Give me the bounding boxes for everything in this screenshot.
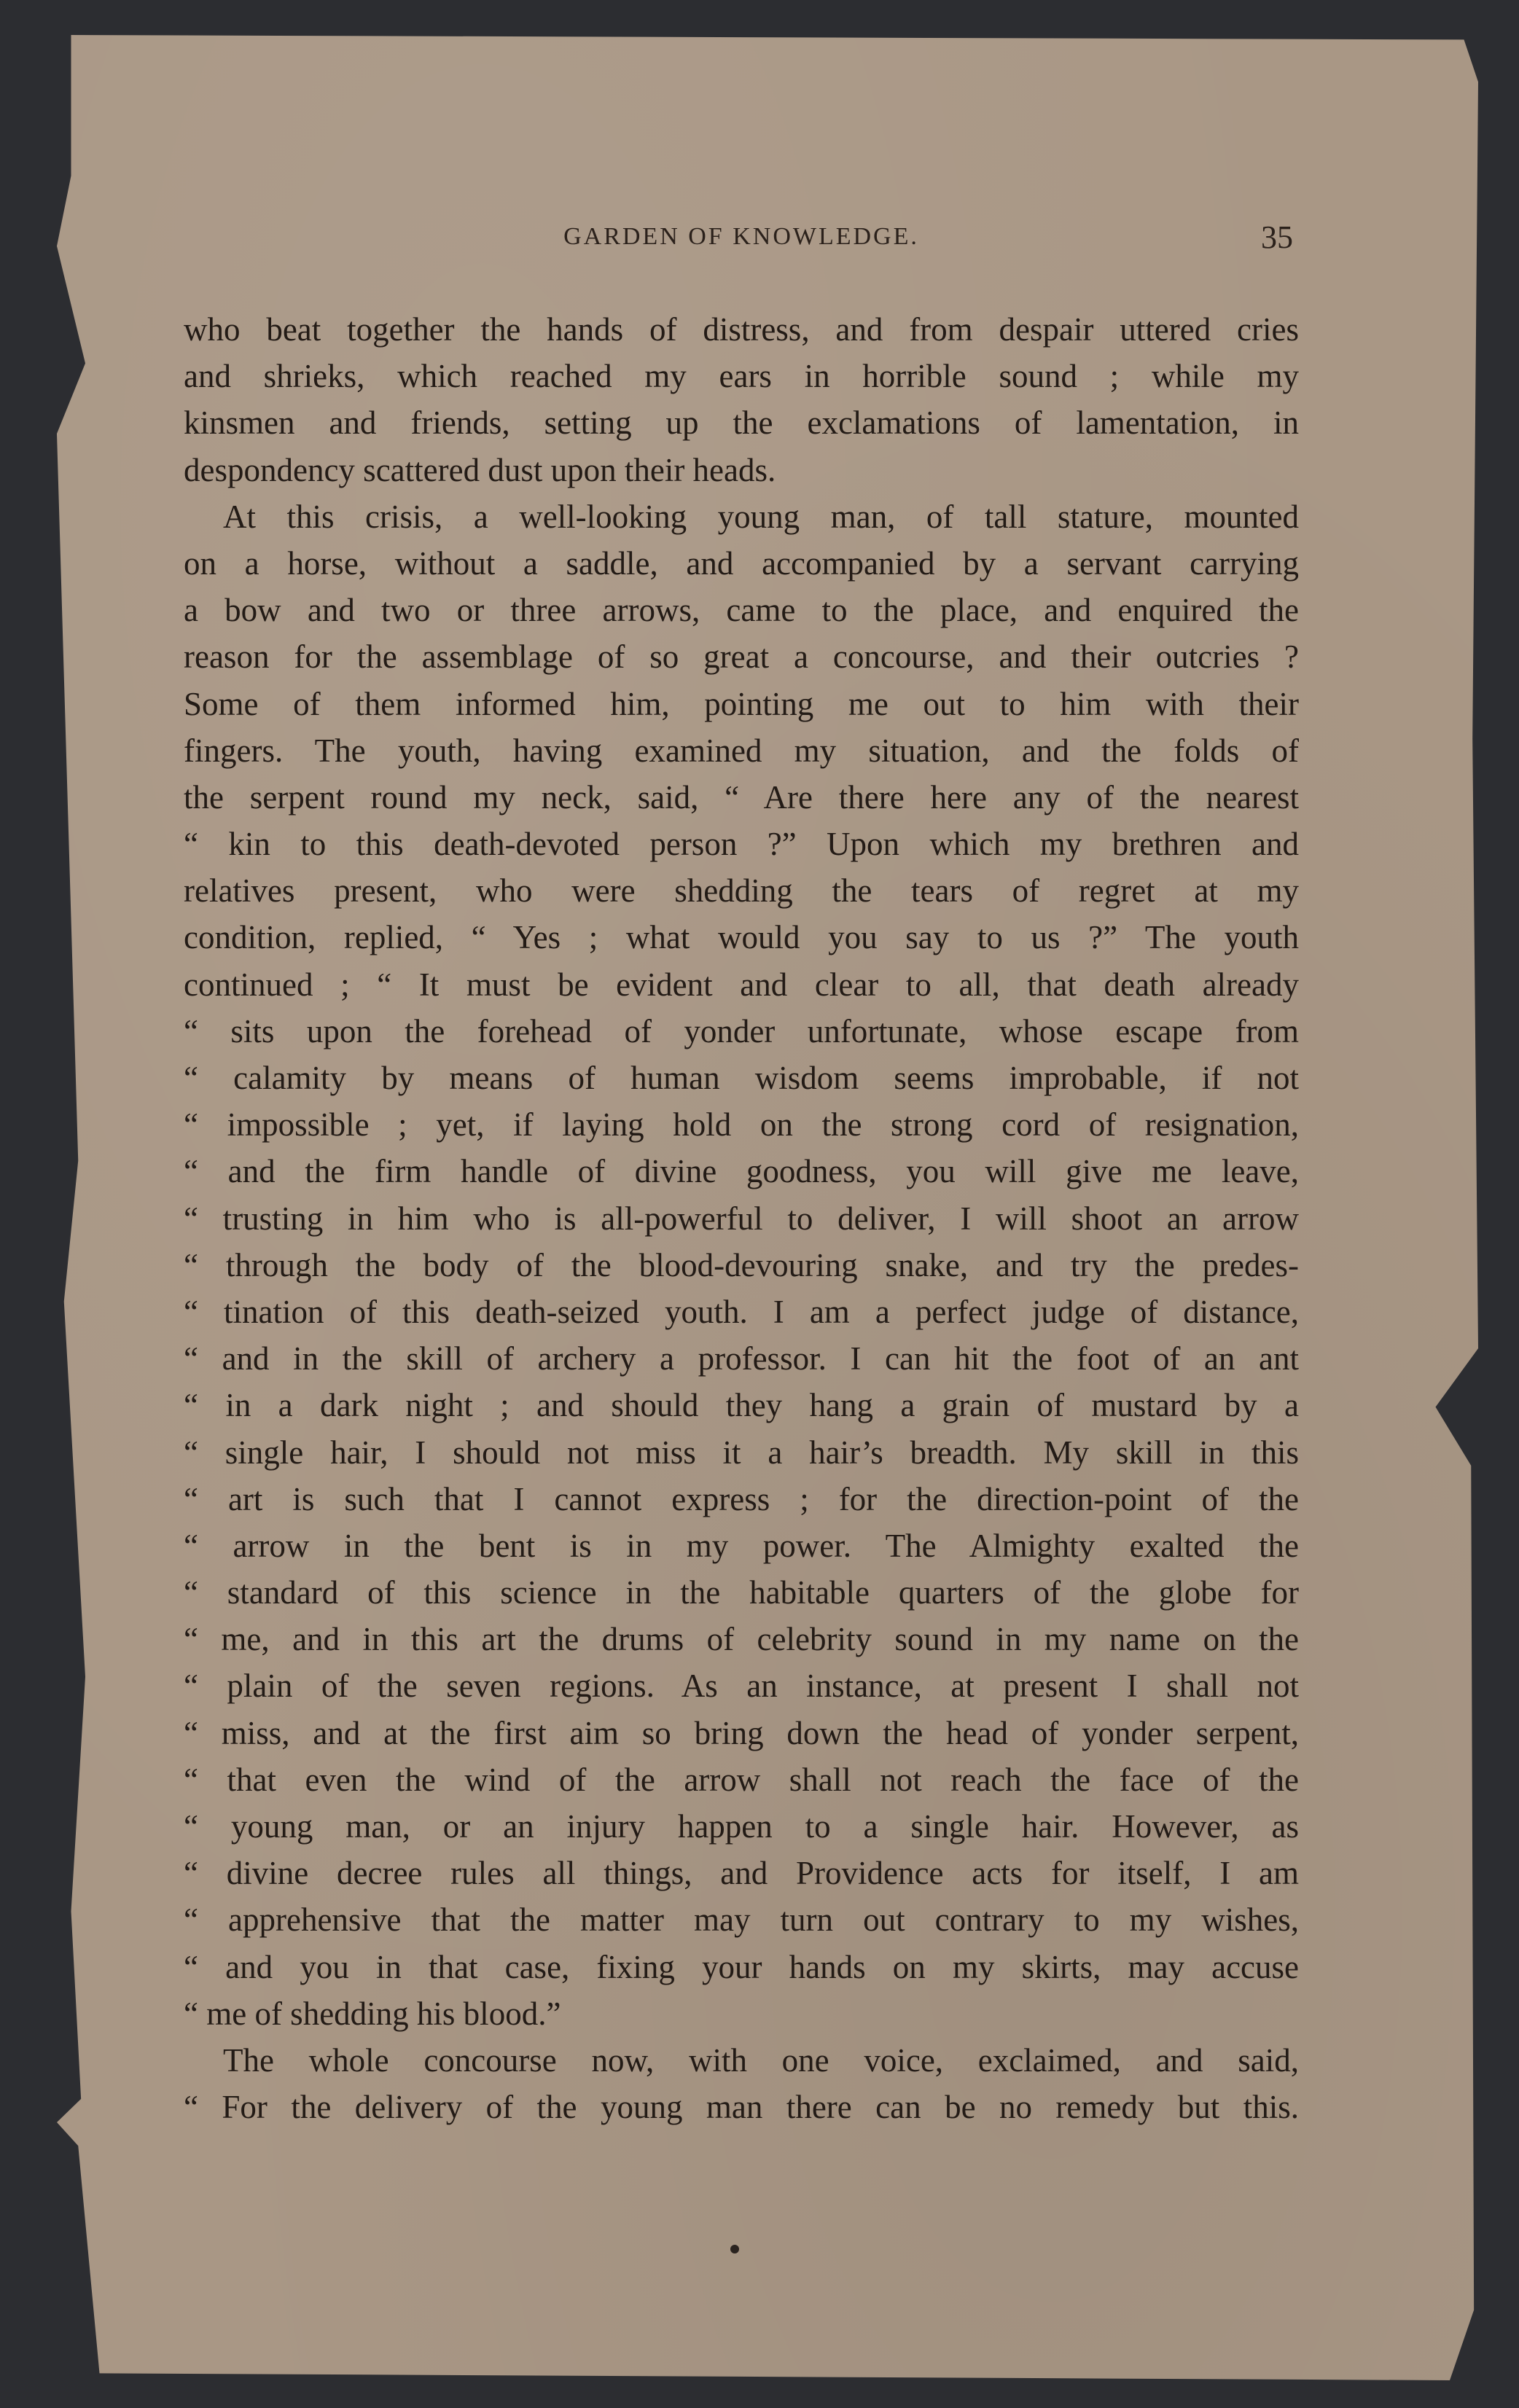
text-line: condition, replied, “ Yes ; what would you say to us ?” The youth xyxy=(184,919,1299,956)
text-line: “ that even the wind of the arrow shall not reach the face of the xyxy=(184,1761,1299,1798)
text-line: and shrieks, which reached my ears in horrible sound ; while my xyxy=(184,358,1299,395)
page-number: 35 xyxy=(1261,219,1293,255)
text-line: on a horse, without a saddle, and accompanied by a servant carrying xyxy=(184,544,1299,582)
text-line: “ standard of this science in the habitable quarters of the globe for xyxy=(184,1574,1299,1611)
text-line: “ arrow in the bent is in my power. The Almighty exalted the xyxy=(184,1527,1299,1564)
text-line: “ tination of this death-seized youth. I am a perfect judge of distance, xyxy=(184,1293,1299,1330)
text-line: who beat together the hands of distress, and from despair uttered cries xyxy=(184,311,1299,348)
text-line: “ in a dark night ; and should they hang a grain of mustard by a xyxy=(184,1387,1299,1424)
text-line: continued ; “ It must be evident and clear to all, that death already xyxy=(184,966,1299,1003)
text-line: “ young man, or an injury happen to a single hair. However, as xyxy=(184,1808,1299,1845)
text-line: Some of them informed him, pointing me out to him with their xyxy=(184,685,1299,722)
text-line: the serpent round my neck, said, “ Are there here any of the nearest xyxy=(184,778,1299,816)
text-line: “ divine decree rules all things, and Providence acts for itself, I am xyxy=(184,1855,1299,1892)
running-title: GARDEN OF KNOWLEDGE. xyxy=(563,223,919,250)
text-line: “ me, and in this art the drums of celebrity sound in my name on the xyxy=(184,1621,1299,1658)
text-line: “ impossible ; yet, if laying hold on the strong cord of resignation, xyxy=(184,1106,1299,1144)
text-line: “ For the delivery of the young man there can be no remedy but this. xyxy=(184,2089,1299,2126)
text-line: “ trusting in him who is all-powerful to deliver, I will shoot an arrow xyxy=(184,1200,1299,1237)
body-text xyxy=(184,306,1299,2130)
text-line: “ calamity by means of human wisdom seems improbable, if not xyxy=(184,1060,1299,1096)
text-line: fingers. The youth, having examined my situation, and the folds of xyxy=(184,732,1299,769)
text-line: “ and the firm handle of divine goodness, you will give me leave, xyxy=(184,1153,1299,1190)
text-line: kinsmen and friends, setting up the exclamations of lamentation, in xyxy=(184,404,1299,442)
text-line: “ and you in that case, fixing your hands on my skirts, may accuse xyxy=(184,1948,1299,1985)
text-line: “ plain of the seven regions. As an instance, at present I shall not xyxy=(184,1668,1299,1705)
text-line: “ kin to this death-devoted person ?” Upon which my brethren and xyxy=(184,826,1299,863)
text-line: “ through the body of the blood-devouring snake, and try the predes- xyxy=(184,1246,1299,1283)
text-line: “ miss, and at the first aim so bring down the head of yonder serpent, xyxy=(184,1714,1299,1751)
text-line: a bow and two or three arrows, came to the place, and enquired the xyxy=(184,592,1299,629)
text-line: “ single hair, I should not miss it a hair’s breadth. My skill in this xyxy=(184,1434,1299,1471)
text-line: The whole concourse now, with one voice, exclaimed, and said, xyxy=(223,2041,1299,2079)
text-line: despondency scattered dust upon their heads. xyxy=(184,451,776,488)
text-line: “ art is such that I cannot express ; for the direction-point of the xyxy=(184,1480,1299,1517)
text-line: “ sits upon the forehead of yonder unfortunate, whose escape from xyxy=(184,1012,1299,1049)
text-line: At this crisis, a well-looking young man, of tall stature, mounted xyxy=(223,498,1299,535)
text-line: reason for the assemblage of so great a concourse, and their outcries ? xyxy=(184,638,1299,676)
text-line: relatives present, who were shedding the tears of regret at my xyxy=(184,872,1299,910)
ink-spot xyxy=(730,2245,739,2253)
text-line: “ apprehensive that the matter may turn out contrary to my wishes, xyxy=(184,1901,1299,1939)
text-line: “ and in the skill of archery a professor. I can hit the foot of an ant xyxy=(184,1340,1299,1377)
running-head xyxy=(184,219,1299,262)
text-line: “ me of shedding his blood.” xyxy=(184,1995,561,2032)
